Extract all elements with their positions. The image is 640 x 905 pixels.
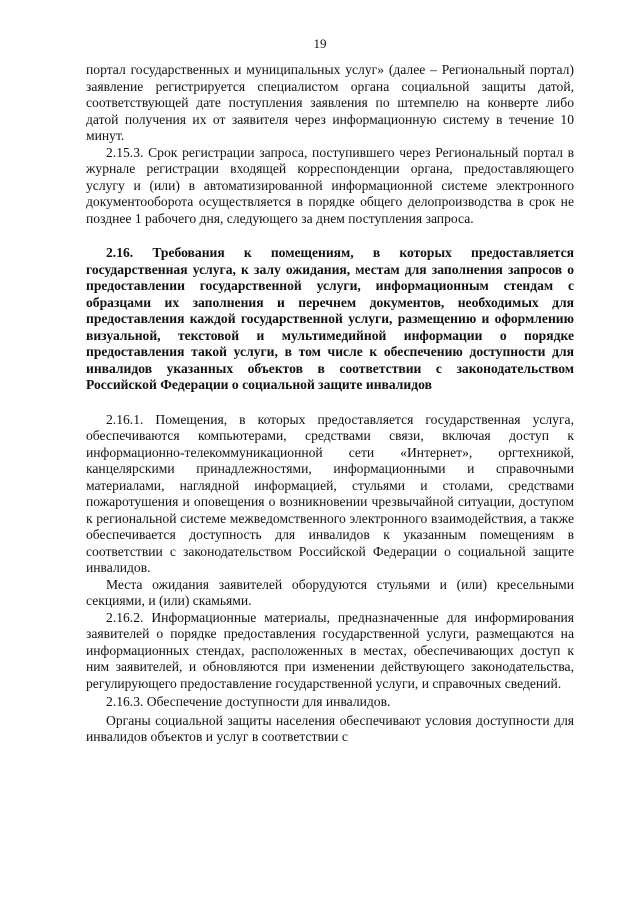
paragraph-continuation: портал государственных и муниципальных услуг» (далее – Региональный портал) заявление регистрируется специалистом органа социальной защиты датой, соответствующей дате поступления заявления по штемпелю на конверте либо датой получения их от заявителя через информационную систему в течение 10 минут. (86, 62, 574, 143)
section-heading-2-16: 2.16. Требования к помещениям, в которых предоставляется государственная услуга, к залу ожидания, местам для заполнения запросов о предоставлении государственной услуги, информационным стендам с образцами их заполнения и перечнем документов, необходимых для предоставления каждой государственной услуги, размещению и оформлению визуальной, текстовой и мультимедийной информации о порядке предоставления такой услуги, в том числе к обеспечению доступности для инвалидов указанных объектов в соответствии с законодательством Российской Федерации о социальной защите инвалидов (86, 245, 574, 392)
paragraph-2-16-3: 2.16.3. Обеспечение доступности для инвалидов. (106, 694, 391, 709)
paragraph-waiting-places: Места ожидания заявителей оборудуются стульями и (или) кресельными секциями, и (или) скамьями. (86, 576, 574, 608)
paragraph-2-16-2: 2.16.2. Информационные материалы, предназначенные для информирования заявителей о порядке предоставления государственной услуги, размещаются на информационных стендах, расположенных в местах, обеспечивающих доступ к ним заявителей, и обновляются при изменении действующего законодательства, регулирующего предоставление государственной услуги, и справочных сведений. (86, 609, 574, 691)
paragraph-2-15-3: 2.15.3. Срок регистрации запроса, поступившего через Региональный портал в журнале регистрации входящей корреспонденции органа, предоставляющего услугу и (или) в автоматизированной информационной системе электронного документооборота осуществляется в порядке общего делопроизводства в срок не позднее 1 рабочего дня, следующего за днем поступления запроса. (86, 144, 574, 226)
paragraph-accessibility: Органы социальной защиты населения обеспечивают условия доступности для инвалидов объектов и услуг в соответствии с (86, 712, 574, 744)
page-number: 19 (313, 36, 327, 51)
document-body (86, 62, 574, 746)
paragraph-2-16-1: 2.16.1. Помещения, в которых предоставляется государственная услуга, обеспечиваются компьютерами, средствами связи, включая доступ к информационно-телекоммуникационной сети «Интернет», оргтехникой, канцелярскими принадлежностями, информационными и справочными материалами, наглядной информацией, стульями и столами, средствами пожаротушения и оповещения о возникновении чрезвычайной ситуации, доступом к региональной системе межведомственного электронного взаимодействия, а также обеспечивается доступность для инвалидов к указанным помещениям в соответствии с законодательством Российской Федерации о социальной защите инвалидов. (86, 411, 574, 575)
